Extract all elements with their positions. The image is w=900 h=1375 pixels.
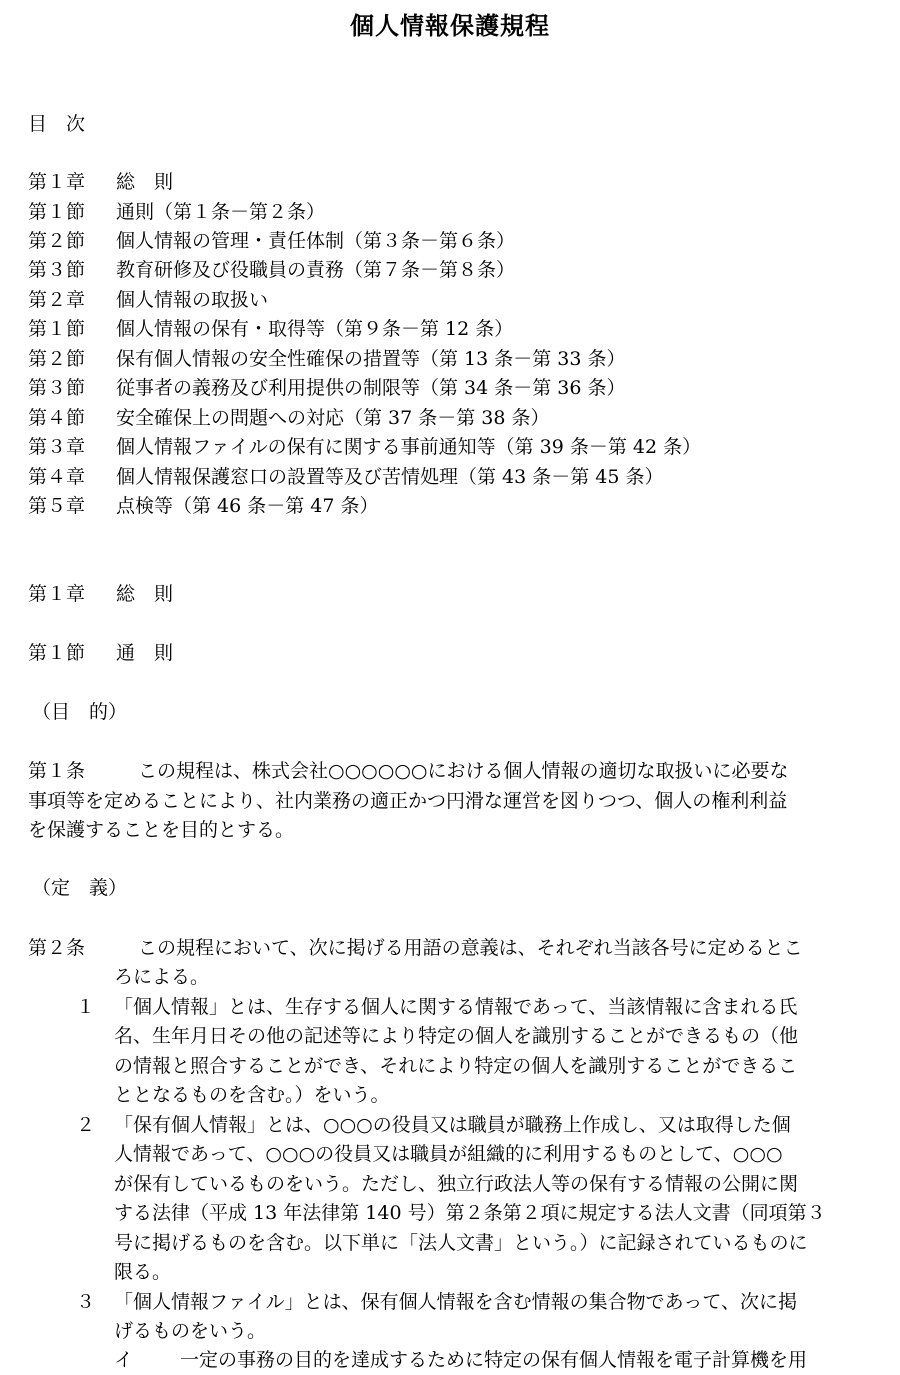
chapter-label: 第１章 <box>28 583 86 605</box>
toc-entry-text: 教育研修及び役職員の責務（第７条－第８条） <box>116 259 516 281</box>
toc-entry <box>28 256 515 284</box>
section-heading <box>28 639 173 667</box>
toc-entry-text: 点検等（第 46 条－第 47 条） <box>116 495 379 517</box>
toc-entry-label: 第３章 <box>28 436 86 458</box>
item-text-line: げるものをいう。 <box>114 1320 267 1342</box>
item-text-line: が保有しているものをいう。ただし、独立行政法人等の保有する情報の公開に関 <box>114 1173 799 1195</box>
toc-entry-label: 第１節 <box>28 318 86 340</box>
toc-entry-label: 第４節 <box>28 407 86 429</box>
toc-entry <box>28 345 626 373</box>
toc-entry <box>28 463 664 491</box>
toc-entry-label: 第５章 <box>28 495 86 517</box>
article-2-number: 第２条 <box>28 937 86 959</box>
item-number: １ <box>76 996 96 1018</box>
toc-entry <box>28 315 513 343</box>
toc-entry-label: 第１節 <box>28 201 86 223</box>
toc-entry-text: 個人情報保護窓口の設置等及び苦情処理（第 43 条－第 45 条） <box>116 466 664 488</box>
toc-entry-text: 保有個人情報の安全性確保の措置等（第 13 条－第 33 条） <box>116 348 626 370</box>
toc-entry <box>28 227 515 255</box>
document-title: 個人情報保護規程 <box>350 12 550 40</box>
item-text-line: する法律（平成 13 年法律第 140 号）第２条第２項に規定する法人文書（同項第３ <box>114 1202 826 1224</box>
subitem-mark: イ <box>114 1349 134 1371</box>
article-1-line <box>28 757 788 785</box>
article-2-text-line2: ろによる。 <box>114 966 210 988</box>
toc-entry-text: 個人情報の保有・取得等（第９条－第 12 条） <box>116 318 514 340</box>
toc-entry <box>28 433 701 461</box>
article-2-text-line1: この規程において、次に掲げる用語の意義は、それぞれ当該各号に定めるとこ <box>138 937 803 959</box>
item-text-line: 名、生年月日その他の記述等により特定の個人を識別することができるもの（他 <box>114 1025 799 1047</box>
toc-entry-label: 第２節 <box>28 230 86 252</box>
toc-entry-text: 総 則 <box>116 171 174 193</box>
subitem <box>114 1346 807 1374</box>
item-text-line: 限る。 <box>114 1261 172 1283</box>
toc-entry-label: 第２章 <box>28 289 86 311</box>
toc-entry-label: 第１章 <box>28 171 86 193</box>
toc-entry-text: 従事者の義務及び利用提供の制限等（第 34 条－第 36 条） <box>116 377 626 399</box>
toc-entry <box>28 198 325 226</box>
toc-entry-label: 第２節 <box>28 348 86 370</box>
section-title: 通 則 <box>116 642 174 664</box>
article-1-number: 第１条 <box>28 760 86 782</box>
toc-entry <box>28 374 626 402</box>
chapter-title: 総 則 <box>116 583 174 605</box>
item-number: ３ <box>76 1291 96 1313</box>
item-text-line: ととなるものを含む。）をいう。 <box>114 1084 390 1106</box>
toc-entry-label: 第３節 <box>28 377 86 399</box>
article-1-text-line2: 事項等を定めることにより、社内業務の適正かつ円滑な運営を図りつつ、個人の権利利益 <box>28 790 788 812</box>
item-text-line: 「個人情報ファイル」とは、保有個人情報を含む情報の集合物であって、次に掲 <box>114 1291 798 1313</box>
article-1-text-line3: を保護することを目的とする。 <box>28 819 295 841</box>
chapter-heading <box>28 580 173 608</box>
toc-entry <box>28 168 173 196</box>
item-text-line: 人情報であって、○○○の役員又は職員が組織的に利用するものとして、○○○ <box>114 1143 783 1165</box>
item-text-line: 「保有個人情報」とは、○○○の役員又は職員が職務上作成し、又は取得した個 <box>114 1114 791 1136</box>
toc-entry <box>28 404 550 432</box>
item-number: ２ <box>76 1114 96 1136</box>
toc-entry-text: 個人情報ファイルの保有に関する事前通知等（第 39 条－第 42 条） <box>116 436 702 458</box>
toc-heading: 目 次 <box>28 113 86 135</box>
item-text-line: 号に掲げるものを含む。以下単に「法人文書」という。）に記録されているものに <box>114 1232 808 1254</box>
toc-entry-label: 第４章 <box>28 466 86 488</box>
toc-entry-text: 個人情報の管理・責任体制（第３条－第６条） <box>116 230 516 252</box>
toc-entry <box>28 492 379 520</box>
article-1-text-line1: この規程は、株式会社○○○○○○における個人情報の適切な取扱いに必要な <box>138 760 789 782</box>
subitem-text: 一定の事務の目的を達成するために特定の保有個人情報を電子計算機を用 <box>180 1349 808 1371</box>
article-caption-definition: （定 義） <box>32 877 128 899</box>
toc-entry-text: 通則（第１条－第２条） <box>116 201 326 223</box>
item-text-line: 「個人情報」とは、生存する個人に関する情報であって、当該情報に含まれる氏 <box>114 996 798 1018</box>
section-label: 第１節 <box>28 642 86 664</box>
article-caption-purpose: （目 的） <box>32 701 128 723</box>
toc-entry-text: 安全確保上の問題への対応（第 37 条－第 38 条） <box>116 407 550 429</box>
toc-entry-text: 個人情報の取扱い <box>116 289 269 311</box>
toc-entry <box>28 286 268 314</box>
toc-entry-label: 第３節 <box>28 259 86 281</box>
article-2-line <box>28 934 803 962</box>
item-text-line: の情報と照合することができ、それにより特定の個人を識別することができるこ <box>114 1055 798 1077</box>
